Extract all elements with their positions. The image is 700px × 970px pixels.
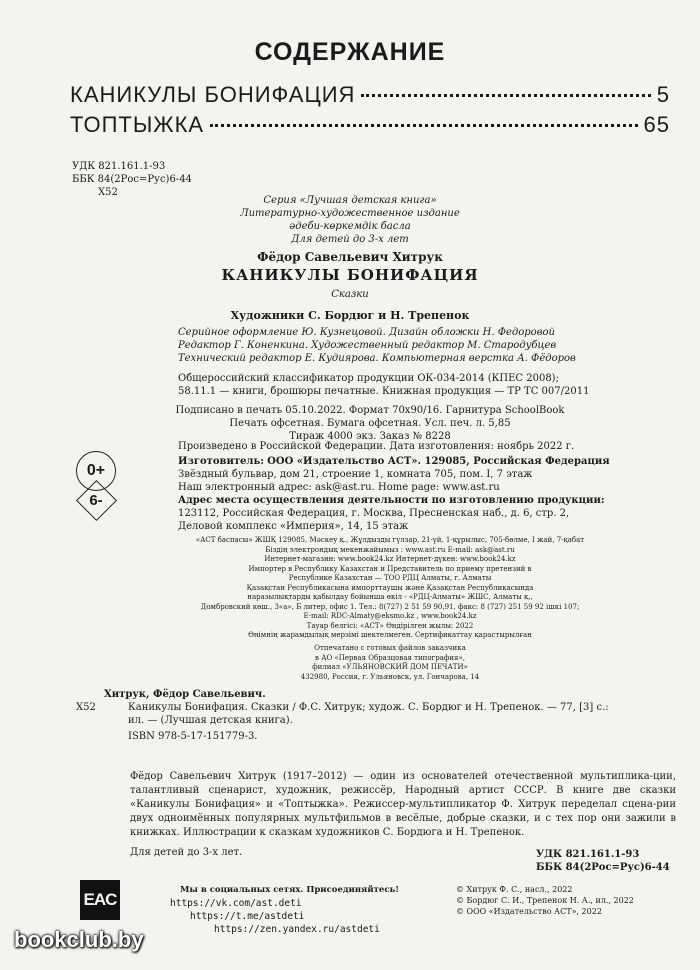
toc-leader-dots: [210, 124, 637, 127]
printer-line: филиал «УЛЬЯНОВСКИЙ ДОМ ПЕЧАТИ»: [312, 663, 468, 671]
watermark-text: bookclub.by: [14, 927, 144, 952]
copyright-line: © ООО «Издательство АСТ», 2022: [456, 907, 602, 916]
eac-conformity-mark: EAC: [80, 880, 120, 920]
credit-line: Технический редактор Е. Кудиярова. Компьютерная верстка А. Фёдоров: [178, 353, 576, 364]
catalog-code: Х52: [76, 702, 96, 713]
copyright-line: © Хитрук Ф. С., насл., 2022: [456, 885, 573, 894]
bbk-code: ББК 84(2Рос=Рус)6-44: [72, 174, 192, 185]
print-info-line: Печать офсетная. Бумага офсетная. Усл. печ. л. 5,85: [229, 418, 511, 429]
age-rating-badge: 0+: [76, 451, 116, 491]
classification-bottom: [536, 848, 670, 874]
toc-entry-title: ТОПТЫЖКА: [70, 112, 205, 137]
production-address-block: [178, 494, 648, 533]
kz-line: Интернет-магазин: www.book24.kz Интернет-дүкен: www.book24.kz: [264, 555, 516, 563]
social-link-vk[interactable]: https://vk.com/ast.deti: [170, 898, 302, 909]
book-artists: Художники С. Бордюг и Н. Трепенок: [230, 309, 470, 322]
publisher-label: Изготовитель:: [178, 456, 264, 467]
udk-code-bottom: УДК 821.161.1-93: [536, 849, 640, 860]
social-label: Мы в социальных сетях. Присоединяйтесь!: [180, 885, 399, 895]
printer-line: в АО «Первая Образцовая типография»,: [315, 653, 465, 662]
production-address-line: 123112, Российская Федерация, г. Москва, Пресненская наб., д. 6, стр. 2,: [178, 508, 570, 519]
credit-line: Редактор Г. Коненкина. Художественный редактор М. Стародубцев: [178, 340, 557, 351]
print-info-block: [160, 404, 580, 443]
classifier-line: 58.11.1 — книги, брошюры печатные. Книжная продукция — ТР ТС 007/2011: [178, 386, 590, 397]
classifier-line: Общероссийский классификатор продукции ОК-034-2014 (КПЕС 2008);: [178, 373, 559, 384]
kz-line: Тауар белгісі: «АСТ» Өндірілген жылы: 2022: [306, 621, 474, 630]
catalog-card: [76, 688, 676, 743]
classifier-block: [178, 372, 638, 398]
printer-line: 432980, Россия, г. Ульяновск, ул. Гончарова, 14: [300, 672, 480, 681]
printer-block: [240, 644, 540, 682]
printer-line: Отпечатано с готовых файлов заказчика: [314, 644, 466, 652]
production-address-line: Деловой комплекс «Империя», 14, 15 этаж: [178, 521, 409, 532]
kz-line: E-mail: RDC-Almaty@eksmo.kz , www.book24.kz: [303, 612, 477, 620]
edition-type: Литературно-художественное издание: [240, 208, 460, 219]
made-in-line: Произведено в Российской Федерации. Дата изготовления: ноябрь 2022 г.: [178, 441, 575, 452]
social-link-telegram[interactable]: https://t.me/astdeti: [190, 911, 305, 922]
toc-entry-page: 5: [656, 82, 670, 107]
kz-line: Өнімнің жарамдылық мерзімі шектелмеген. Сертификаттау қарастырылған: [248, 631, 532, 639]
series-name: Серия «Лучшая детская книга»: [263, 195, 437, 206]
kz-line: Импортер в Республику Казахстан и Представитель по приему претензий в: [248, 564, 532, 573]
series-block: [200, 194, 500, 246]
catalog-isbn: ISBN 978-5-17-151779-3.: [128, 731, 258, 742]
toc-entry-page: 65: [643, 112, 670, 137]
book-title-block: [150, 250, 550, 322]
kz-importer-block: [150, 536, 630, 641]
copyright-block: [456, 884, 676, 917]
age-rating-diamond-text: 6-: [89, 491, 103, 509]
kz-line: Біздің электрондық мекенжайымыз : www.ast.ru E-mail: ask@ast.ru: [265, 545, 515, 554]
toc-entry: [70, 82, 670, 108]
udk-code: УДК 821.161.1-93: [72, 161, 166, 172]
manufacture-block: [178, 440, 648, 494]
bbk-code-bottom: ББК 84(2Рос=Рус)6-44: [536, 862, 670, 873]
social-block: [170, 884, 430, 936]
credit-line: Серийное оформление Ю. Кузнецовой. Дизайн обложки Н. Федоровой: [178, 327, 555, 338]
book-author: Фёдор Савельевич Хитрук: [257, 250, 443, 264]
publisher-address: Звёздный бульвар, дом 21, строение 1, комната 705, пом. I, 7 этаж: [178, 469, 533, 480]
age-rating-diamond: [76, 480, 116, 520]
print-info-line: Тираж 4000 экз. Заказ № 8228: [289, 431, 451, 442]
social-link-zen[interactable]: https://zen.yandex.ru/astdeti: [214, 924, 380, 935]
catalog-line: ил. — (Лучшая детская книга).: [128, 715, 293, 726]
toc-entry: [70, 112, 670, 138]
toc-leader-dots: [361, 94, 650, 97]
kz-line: Қазақстан Республикасына импорттаушы және Қазақстан Республикасында: [246, 583, 534, 592]
book-title: КАНИКУЛЫ БОНИФАЦИЯ: [221, 266, 479, 284]
book-genre: Сказки: [331, 289, 369, 300]
age-note: Для детей до 3-х лет: [291, 234, 409, 245]
author-mark: Х52: [98, 187, 118, 198]
print-info-line: Подписано в печать 05.10.2022. Формат 70х90/16. Гарнитура SchoolBook: [175, 405, 565, 416]
classification-top: [72, 160, 192, 199]
publisher-contacts: Наш электронный адрес: ask@ast.ru. Home page: www.ast.ru: [178, 482, 500, 493]
catalog-author: Хитрук, Фёдор Савельевич.: [104, 689, 266, 700]
catalog-line: Каникулы Бонифация. Сказки / Ф.С. Хитрук; худож. С. Бордюг и Н. Трепенок. — 77, [3] с.:: [128, 702, 609, 713]
toc-entry-title: КАНИКУЛЫ БОНИФАЦИЯ: [70, 82, 356, 107]
credits-block: [178, 326, 638, 365]
edition-type-kz: әдеби-көркемдік басла: [289, 221, 411, 232]
annotation-text: Фёдор Савельевич Хитрук (1917–2012) — один из основателей отечественной мультиплика-ции, талантливый сценарист, художник, режиссёр, Народный артист СССР. В книге две сказки «Каникулы Бонифация» и «Топтыжка». Режиссер-мультипликатор Ф. Хитрук переделал сцена-рии двух одноимённых популярных мультфильмов в весёлые, добрые сказки, и с тех пор они зажили в книжках. Иллюстрации к сказкам художников С. Бордюга и Н. Трепенок.: [130, 771, 676, 838]
kz-line: Домбровский көш., 3«а», Б литер, офис 1. Тел.: 8(727) 2 51 59 90,91, факс: 8 (727) 251 59 92 ішкі 107;: [200, 602, 580, 611]
kz-line: Республике Казахстан — ТОО РДЦ Алматы, г. Алматы: [288, 574, 492, 582]
copyright-line: © Бордюг С. И., Трепенок Н. А., ил., 2022: [456, 896, 634, 905]
production-address-label: Адрес места осуществления деятельности по изготовлению продукции:: [178, 495, 605, 506]
annotation-age: Для детей до 3-х лет.: [130, 847, 243, 858]
kz-line: «АСТ баспасы» ЖШҚ 129085, Мәскеу қ., Жұлдызды гүлзар, 21-үй, 1-құрылыс, 705-бөлме, I жай, 7-қабат: [195, 536, 585, 544]
kz-line: наразылықтарды қабылдау бойынша өкіл - «РДЦ-Алматы» ЖШС, Алматы қ.,: [247, 593, 533, 601]
publisher-line: ООО «Издательство АСТ». 129085, Российская Федерация: [267, 456, 610, 467]
contents-heading: СОДЕРЖАНИЕ: [254, 38, 446, 66]
